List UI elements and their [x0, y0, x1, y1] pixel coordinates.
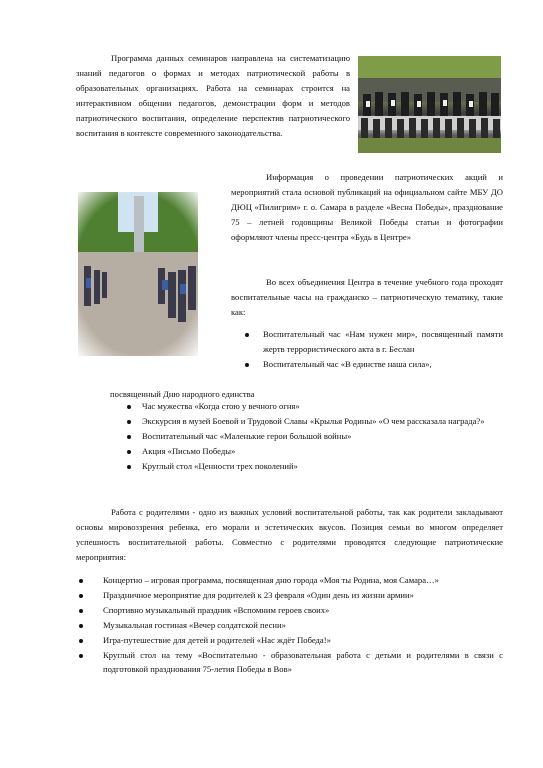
list-item: Воспитательный час «В единстве наша сила»,	[231, 357, 503, 372]
bullet-icon	[245, 363, 249, 367]
paragraph-parents: Работа с родителями - одно из важных условий воспитательной работы, так как родители закладывают основы мировоззрения ребенка, его морали и эстетических вкусов. Позиция семьи во многом определяет успешность воспитательной работы. Совместно с родителями проводятся следующие патриотические мероприятия:	[76, 507, 503, 562]
list-item: Воспитательный час «Маленькие герои большой войны»	[110, 429, 503, 444]
paragraph-publications: Информация о проведении патриотических акций и мероприятий стала основой публикаций на официальном сайте МБУ ДО ДЮЦ «Пилигрим» г. о. Самара в разделе «Весна Победы», празднование 75 – летней годовщины Великой Победы статьи и фотографии оформляют члены пресс-центра «Будь в Центре»	[231, 172, 503, 242]
list-item: Праздничное мероприятие для родителей к 23 февраля «Один день из жизни армии»	[76, 588, 503, 603]
bullet-icon	[127, 435, 131, 439]
bullet-icon	[79, 579, 83, 583]
bullet-icon	[79, 624, 83, 628]
paragraph-educational-hours: Во всех объединения Центра в течение учебного года проходят воспитательные часы на гражданско – патриотическую тематику, такие как:	[231, 277, 503, 317]
list-item: Экскурсия в музей Боевой и Трудовой Славы «Крылья Родины» «О чем рассказала награда?»	[110, 414, 503, 429]
list-educational-hours-cont	[110, 399, 503, 474]
list-item: Спортивно музыкальный праздник «Вспомним героев своих»	[76, 603, 503, 618]
photo-memorial-walk	[78, 192, 198, 356]
paragraph-seminars: Программа данных семинаров направлена на систематизацию знаний педагогов о формах и методах патриотической работы в образовательных организациях. Работа на семинарах строится на интерактивном общении педагогов, демонстрации форм и методов патриотического воспитания, определение перспектив патриотического воспитания в контексте современного законодательства.	[76, 53, 350, 138]
bullet-icon	[79, 639, 83, 643]
list-item: Воспитательный час «Нам нужен мир», посвященный памяти жертв террористического акта в г. Беслан	[231, 327, 503, 357]
list-item: Игра-путешествие для детей и родителей «Нас ждёт Победа!»	[76, 633, 503, 648]
list-parent-events	[76, 573, 503, 677]
bullet-icon	[79, 594, 83, 598]
list-item: Акция «Письмо Победы»	[110, 444, 503, 459]
bullet-icon	[127, 405, 131, 409]
bullet-icon	[245, 333, 249, 337]
photo-parade-children	[358, 56, 501, 153]
bullet-icon	[79, 609, 83, 613]
list-item: Час мужества «Когда стою у вечного огня»	[110, 399, 503, 414]
list-educational-hours	[231, 327, 503, 372]
bullet-icon	[127, 420, 131, 424]
list-item: Концертно – игровая программа, посвященная дню города «Моя ты Родина, моя Самара…»	[76, 573, 503, 588]
list-item: Круглый стол на тему «Воспитательно - образовательная работа с детьми и родителями в связи с подготовкой празднования 75-летия Победы в Вов»	[76, 648, 503, 678]
bullet-icon	[79, 654, 83, 658]
list-item-continuation: посвященный Дню народного единства	[110, 389, 255, 399]
list-item: Музыкальная гостиная «Вечер солдатской песни»	[76, 618, 503, 633]
bullet-icon	[127, 450, 131, 454]
list-item: Круглый стол «Ценности трех поколений»	[110, 459, 503, 474]
bullet-icon	[127, 465, 131, 469]
